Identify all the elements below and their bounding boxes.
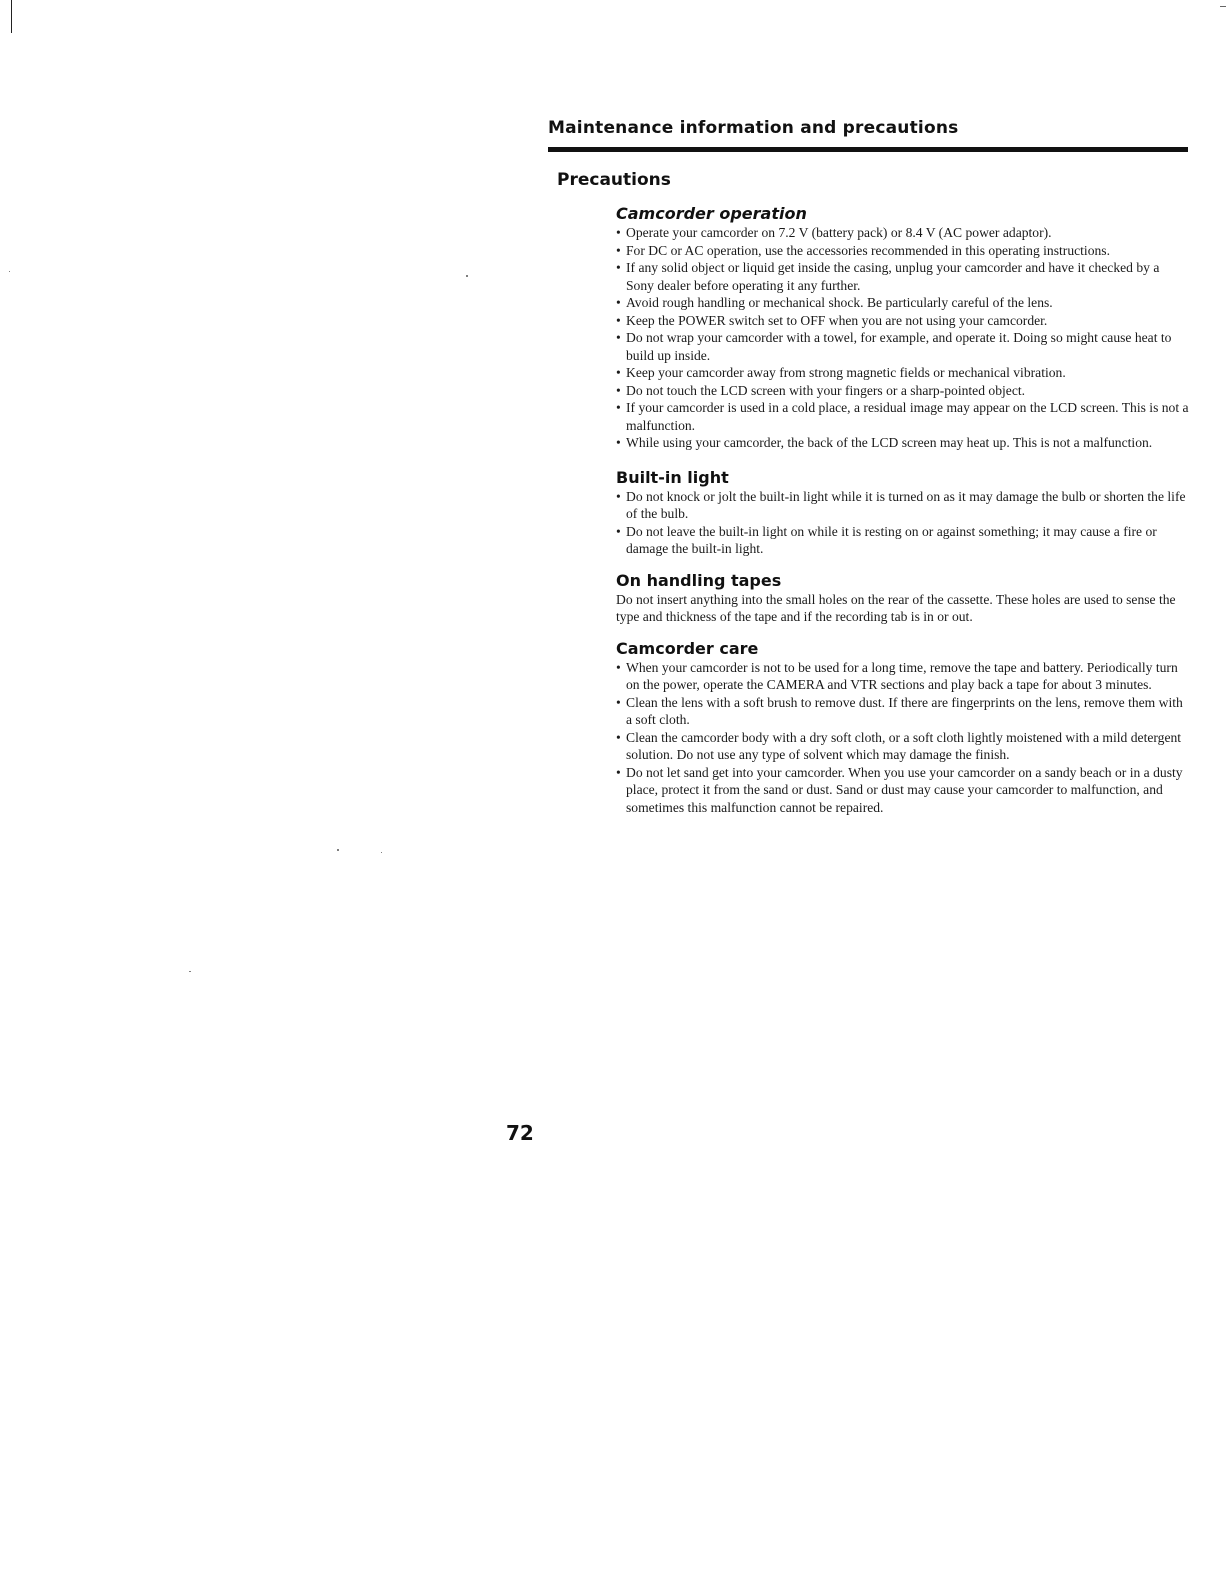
list-item: • Clean the lens with a soft brush to remove dust. If there are fingerprints on the lens, remove them with a soft cloth. (616, 694, 1183, 727)
list-item: • While using your camcorder, the back of the LCD screen may heat up. This is not a malfunction. (616, 435, 1153, 450)
bullet-icon: • (616, 365, 621, 380)
bullet-icon: • (616, 694, 621, 710)
list-item: • Do not leave the built-in light on while it is resting on or against something; it may cause a fire or damage the built-in light. (616, 523, 1157, 556)
bullet-icon: • (616, 260, 621, 275)
bullet-icon: • (616, 523, 621, 539)
scan-speck (466, 275, 468, 277)
list-item: • For DC or AC operation, use the accessories recommended in this operating instructions. (616, 242, 1110, 258)
list-item: • Clean the camcorder body with a dry soft cloth, or a soft cloth lightly moistened with a mild detergent solution. Do not use any type of solvent which may damage the finish. (616, 729, 1182, 762)
list-item: • Keep the POWER switch set to OFF when you are not using your camcorder. (616, 312, 1048, 328)
subsection-heading: On handling tapes (616, 570, 782, 590)
list-item: • Do not let sand get into your camcorder. When you use your camcorder on a sandy beach or in a dusty place, protect it from the sand or dust. Sand or dust may cause your camcorder to malfunction, and sometimes this malfunction cannot be repaired. (616, 764, 1183, 815)
bullet-icon: • (616, 242, 621, 258)
list-item: • If your camcorder is used in a cold place, a residual image may appear on the LCD screen. This is not a malfunction. (616, 400, 1189, 433)
section-title: Maintenance information and precautions (548, 118, 959, 138)
bullet-list (616, 488, 1190, 558)
list-item: • Do not knock or jolt the built-in light while it is turned on as it may damage the bulb or shorten the life of the bulb. (616, 488, 1186, 521)
scan-speck (189, 971, 191, 972)
bullet-icon: • (616, 312, 621, 328)
bullet-icon: • (616, 400, 621, 415)
page-number: 72 (506, 1121, 534, 1145)
subsection-heading: Built-in light (616, 467, 729, 487)
content-column (616, 204, 1190, 816)
list-item: • Do not wrap your camcorder with a towel, for example, and operate it. Doing so might cause heat to build up inside. (616, 330, 1172, 363)
bullet-icon: • (616, 659, 621, 675)
list-item: • Avoid rough handling or mechanical shock. Be particularly careful of the lens. (616, 295, 1053, 310)
scan-edge-mark (11, 0, 12, 33)
bullet-icon: • (616, 435, 621, 450)
list-item: • If any solid object or liquid get inside the casing, unplug your camcorder and have it checked by a Sony dealer before operating it any further. (616, 260, 1160, 293)
scan-speck (337, 849, 339, 851)
page-heading: Precautions (557, 170, 671, 190)
list-item: • Keep your camcorder away from strong magnetic fields or mechanical vibration. (616, 365, 1066, 380)
scan-speck (9, 271, 10, 272)
bullet-icon: • (616, 764, 621, 780)
scan-edge-mark (1220, 6, 1226, 7)
camcorder-care-section (616, 639, 1190, 817)
bullet-icon: • (616, 295, 621, 310)
subsection-heading: Camcorder care (616, 638, 759, 658)
handling-tapes-section (616, 571, 1190, 626)
bullet-icon: • (616, 330, 621, 345)
subsection-heading: Camcorder operation (616, 204, 807, 223)
paragraph: Do not insert anything into the small holes on the rear of the cassette. These holes are used to sense the type and thickness of the tape and if the recording tab is in or out. (616, 591, 1176, 624)
scan-speck (381, 852, 382, 853)
bullet-icon: • (616, 488, 621, 504)
bullet-icon: • (616, 225, 621, 240)
bullet-list (616, 224, 1190, 452)
bullet-icon: • (616, 729, 621, 745)
title-rule (548, 147, 1188, 152)
bullet-list (616, 659, 1190, 817)
list-item: • When your camcorder is not to be used for a long time, remove the tape and battery. Periodically turn on the power, operate the CAMERA and VTR sections and play back a tape for about 3 minutes. (616, 659, 1178, 692)
camcorder-operation-section (616, 204, 1190, 452)
list-item: • Do not touch the LCD screen with your fingers or a sharp-pointed object. (616, 382, 1026, 398)
bullet-icon: • (616, 382, 621, 398)
built-in-light-section (616, 468, 1190, 558)
list-item: • Operate your camcorder on 7.2 V (battery pack) or 8.4 V (AC power adaptor). (616, 225, 1052, 240)
